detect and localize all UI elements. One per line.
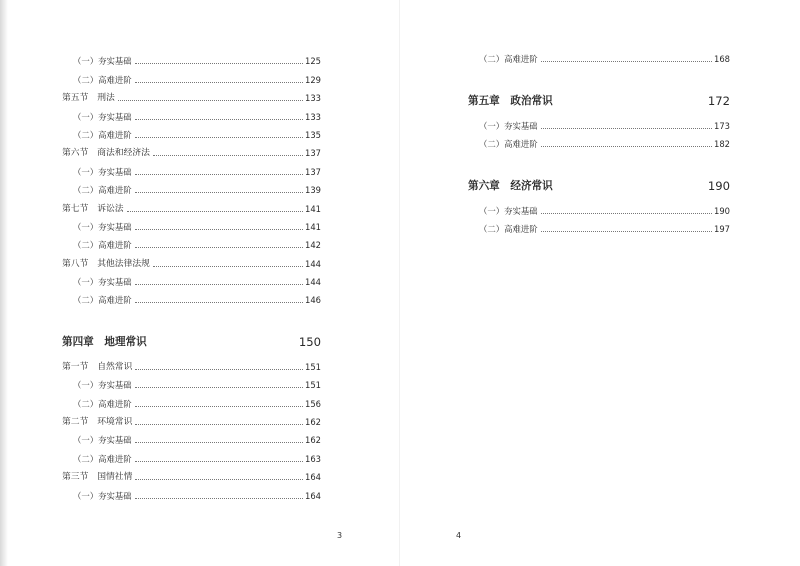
toc-entry-page-number: 135 (305, 129, 321, 140)
dot-leader (153, 266, 303, 267)
page-number-left: 3 (337, 531, 343, 540)
toc-subsection-entry[interactable] (468, 197, 730, 215)
toc-entry-label: （一）夯实基础 (479, 205, 538, 216)
toc-entry-page-number: 141 (305, 221, 321, 232)
dot-leader (135, 119, 303, 120)
toc-entry-label: （一）夯实基础 (73, 490, 132, 501)
dot-leader (135, 369, 303, 370)
toc-subsection-entry[interactable] (62, 232, 321, 250)
toc-subsection-entry[interactable] (62, 177, 321, 195)
toc-entry-page-number: 129 (305, 74, 321, 85)
toc-subsection-entry[interactable] (62, 482, 321, 500)
toc-subsection-entry[interactable] (62, 427, 321, 445)
toc-list-left (62, 48, 321, 501)
toc-subsection-entry[interactable] (62, 445, 321, 463)
toc-subsection-entry[interactable] (62, 122, 321, 140)
dot-leader (541, 213, 712, 214)
toc-entry-page-number: 144 (305, 277, 321, 288)
dot-leader (135, 424, 303, 425)
dot-leader (135, 192, 303, 193)
dot-leader (541, 61, 712, 62)
toc-entry-page-number: 139 (305, 185, 321, 196)
dot-leader (135, 229, 303, 230)
toc-chapter-heading[interactable] (468, 84, 730, 109)
toc-chapter-page-number: 172 (707, 94, 730, 109)
toc-entry-page-number: 137 (305, 166, 321, 177)
toc-entry-label: （一）夯实基础 (73, 166, 132, 177)
toc-subsection-entry[interactable] (62, 372, 321, 390)
toc-entry-label: 第六节 商法和经济法 (62, 148, 150, 159)
dot-leader (135, 284, 303, 285)
toc-chapter-page-number: 190 (707, 179, 730, 194)
dot-leader (153, 155, 303, 156)
toc-subsection-entry[interactable] (468, 216, 730, 234)
toc-entry-label: （一）夯实基础 (73, 380, 132, 391)
toc-chapter-title: 第四章 地理常识 (62, 336, 147, 349)
toc-entry-label: 第七节 诉讼法 (62, 203, 124, 214)
toc-subsection-entry[interactable] (468, 131, 730, 149)
toc-chapter-title: 第六章 经济常识 (468, 180, 553, 193)
dot-leader (135, 498, 303, 499)
toc-entry-page-number: 142 (305, 240, 321, 251)
toc-entry-label: 第一节 自然常识 (62, 361, 133, 372)
toc-entry-page-number: 144 (305, 258, 321, 269)
dot-leader (135, 479, 303, 480)
toc-subsection-entry[interactable] (468, 112, 730, 130)
toc-chapter-heading[interactable] (468, 169, 730, 194)
toc-section-entry[interactable] (62, 85, 321, 103)
toc-entry-label: （二）高难进阶 (73, 240, 132, 251)
toc-entry-page-number: 156 (305, 398, 321, 409)
toc-entry-page-number: 151 (305, 361, 321, 372)
toc-entry-label: 第三节 国情社情 (62, 472, 133, 483)
toc-entry-label: （二）高难进阶 (73, 398, 132, 409)
dot-leader (135, 387, 303, 388)
toc-chapter-page-number: 150 (298, 335, 321, 350)
toc-entry-label: （二）高难进阶 (479, 223, 538, 234)
toc-section-entry[interactable] (62, 409, 321, 427)
toc-subsection-entry[interactable] (62, 287, 321, 305)
toc-subsection-entry[interactable] (62, 48, 321, 66)
toc-subsection-entry[interactable] (62, 158, 321, 176)
dot-leader (541, 146, 712, 147)
toc-section-entry[interactable] (62, 250, 321, 268)
dot-leader (541, 231, 712, 232)
toc-subsection-entry[interactable] (62, 390, 321, 408)
toc-entry-page-number: 137 (305, 148, 321, 159)
toc-entry-page-number: 163 (305, 453, 321, 464)
dot-leader (135, 302, 303, 303)
toc-subsection-entry[interactable] (468, 46, 730, 64)
dot-leader (135, 442, 303, 443)
toc-entry-page-number: 190 (714, 205, 730, 216)
toc-section-entry[interactable] (62, 195, 321, 213)
right-page (400, 0, 800, 566)
toc-entry-page-number: 168 (714, 54, 730, 65)
toc-entry-page-number: 162 (305, 435, 321, 446)
toc-entry-page-number: 162 (305, 417, 321, 428)
toc-chapter-heading[interactable] (62, 325, 321, 350)
toc-entry-page-number: 182 (714, 139, 730, 150)
toc-section-entry[interactable] (62, 140, 321, 158)
toc-entry-page-number: 151 (305, 380, 321, 391)
toc-subsection-entry[interactable] (62, 269, 321, 287)
chapter-spacer (468, 64, 730, 84)
toc-entry-label: （一）夯实基础 (73, 111, 132, 122)
dot-leader (135, 174, 303, 175)
toc-entry-page-number: 164 (305, 490, 321, 501)
dot-leader (118, 100, 303, 101)
toc-section-entry[interactable] (62, 464, 321, 482)
toc-list-right (468, 46, 730, 234)
toc-entry-page-number: 133 (305, 111, 321, 122)
toc-entry-label: （一）夯实基础 (73, 221, 132, 232)
toc-entry-label: 第二节 环境常识 (62, 417, 133, 428)
toc-subsection-entry[interactable] (62, 103, 321, 121)
toc-entry-label: （一）夯实基础 (73, 277, 132, 288)
toc-chapter-title: 第五章 政治常识 (468, 95, 553, 108)
toc-entry-page-number: 164 (305, 472, 321, 483)
page-number-right: 4 (456, 531, 462, 540)
toc-entry-label: （二）高难进阶 (73, 453, 132, 464)
toc-entry-page-number: 125 (305, 56, 321, 67)
toc-entry-label: （二）高难进阶 (479, 139, 538, 150)
dot-leader (541, 128, 712, 129)
dot-leader (135, 406, 303, 407)
toc-subsection-entry[interactable] (62, 66, 321, 84)
toc-entry-label: （二）高难进阶 (73, 185, 132, 196)
toc-entry-page-number: 133 (305, 93, 321, 104)
toc-entry-page-number: 197 (714, 223, 730, 234)
dot-leader (135, 247, 303, 248)
toc-entry-label: （二）高难进阶 (73, 129, 132, 140)
toc-entry-label: （二）高难进阶 (479, 54, 538, 65)
toc-entry-label: （二）高难进阶 (73, 295, 132, 306)
toc-entry-label: （二）高难进阶 (73, 74, 132, 85)
toc-entry-label: 第五节 刑法 (62, 93, 115, 104)
dot-leader (135, 82, 303, 83)
chapter-spacer (468, 149, 730, 169)
toc-section-entry[interactable] (62, 353, 321, 371)
toc-entry-label: 第八节 其他法律法规 (62, 258, 150, 269)
dot-leader (135, 63, 303, 64)
toc-entry-label: （一）夯实基础 (479, 120, 538, 131)
toc-entry-label: （一）夯实基础 (73, 435, 132, 446)
toc-entry-label: （一）夯实基础 (73, 56, 132, 67)
chapter-spacer (62, 305, 321, 325)
toc-entry-page-number: 141 (305, 203, 321, 214)
toc-subsection-entry[interactable] (62, 214, 321, 232)
dot-leader (127, 211, 303, 212)
dot-leader (135, 461, 303, 462)
toc-entry-page-number: 173 (714, 120, 730, 131)
toc-entry-page-number: 146 (305, 295, 321, 306)
dot-leader (135, 137, 303, 138)
